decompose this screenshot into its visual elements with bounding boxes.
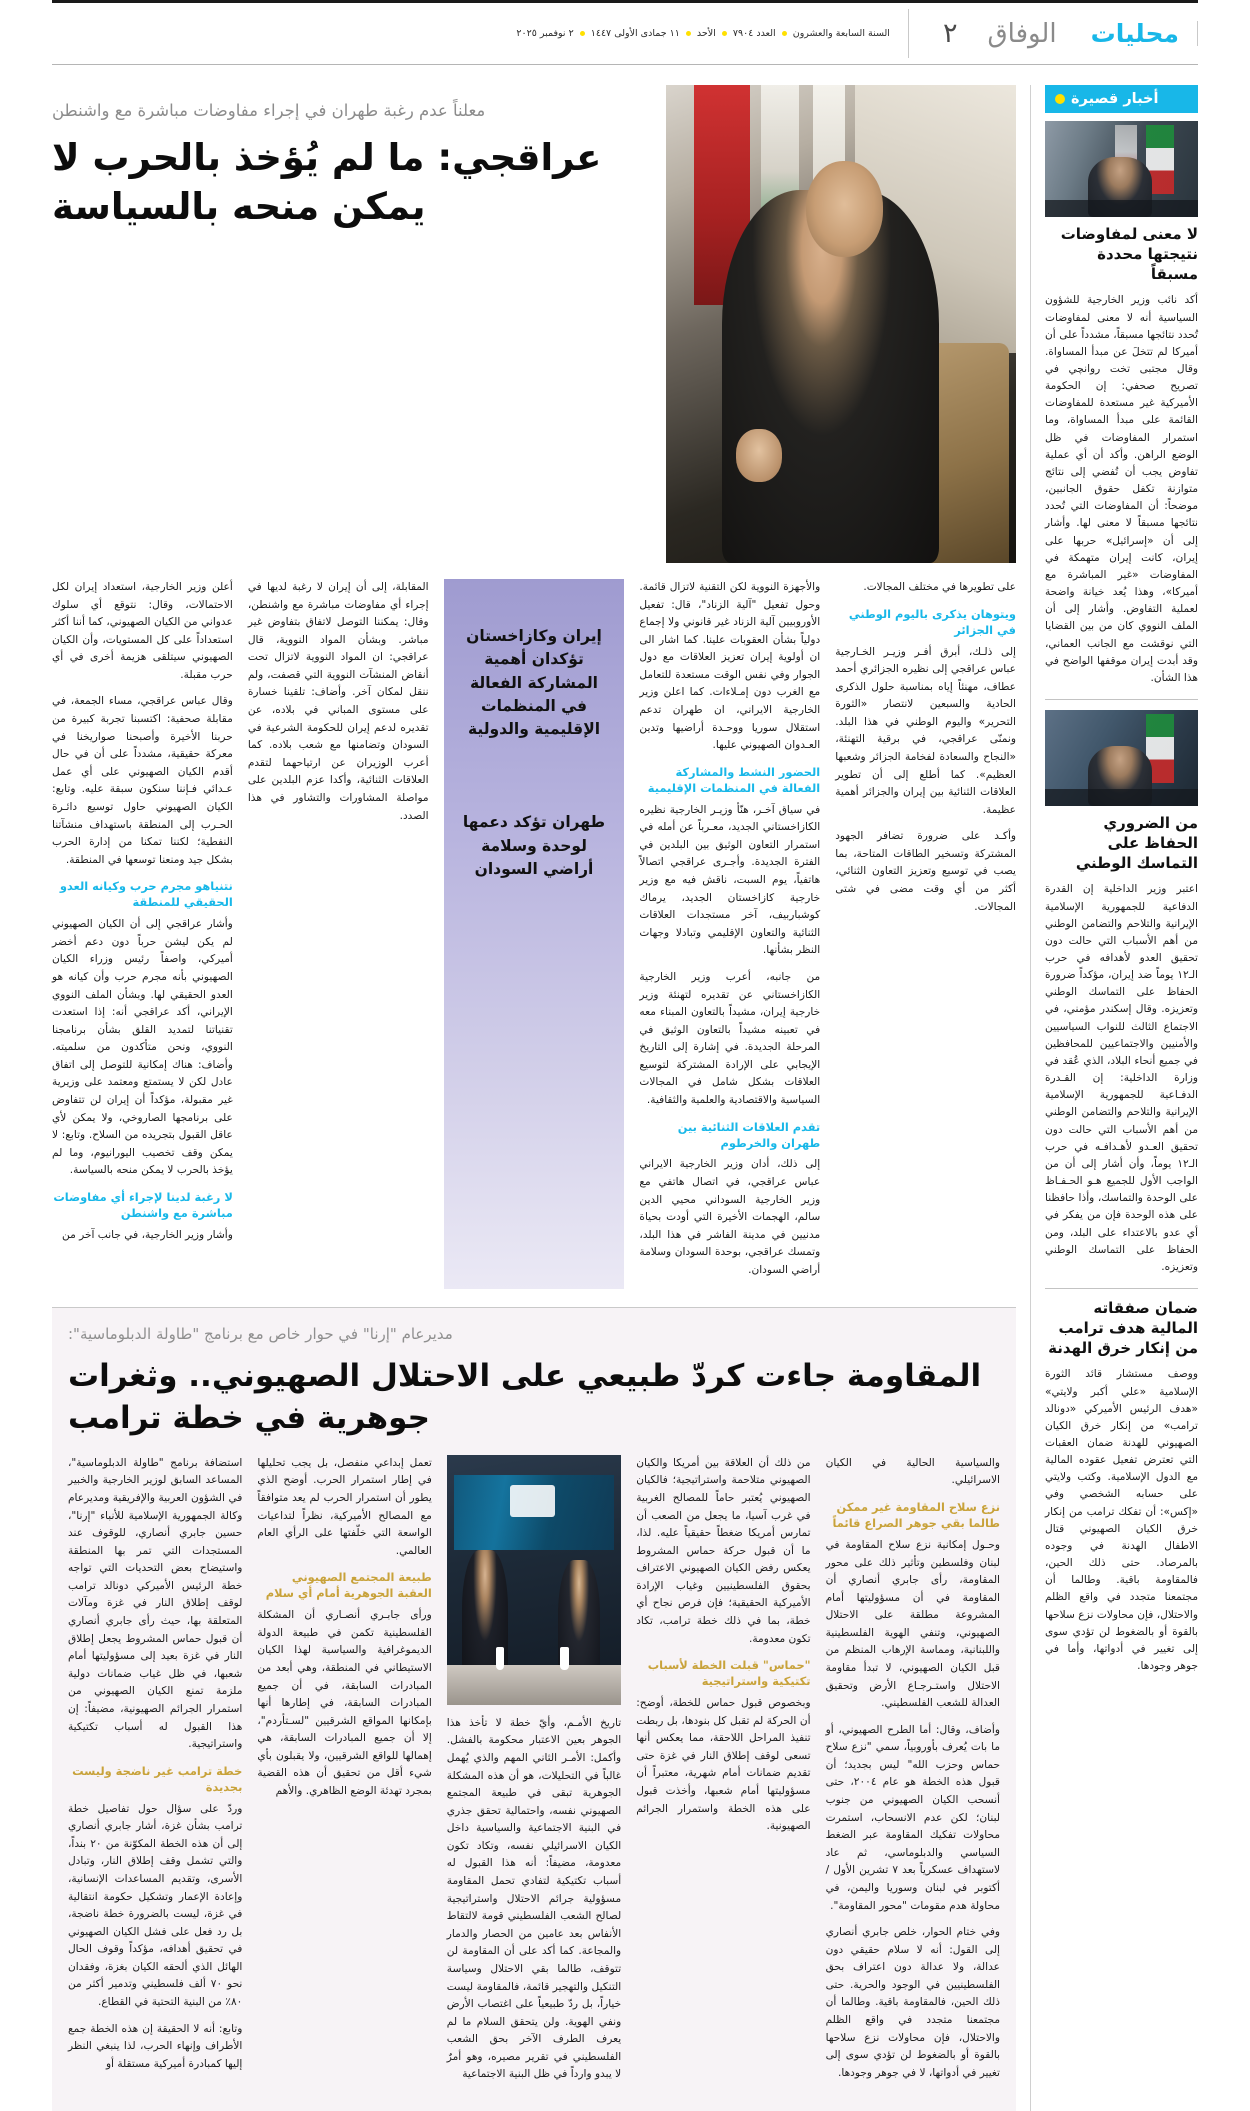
- paragraph: وقال عباس عراقجي، مساء الجمعة، في مقابلة صحفية: اكتسبنا تجربة كبيرة من حربنا الأخيرة وأصبحنا صواريخنا في معركة حقيقية، مشدداً على أن في حال أقدم الكيان الصهيوني على أي عمل عـدائي فـإننا سنكون سبقة عليه. وتابع: الكيان الصهيوني حاول توسيع دائـرة الحـرب إلى المنطقة باستهداف منشآتنا النفطية؛ لكننا تمكنا من إدارة الحرب بشكل جيد ومنعنا توسعها في المنطقة.: [52, 695, 233, 866]
- article1-col3-text: [835, 579, 1016, 916]
- sidebar-header: [1045, 85, 1198, 113]
- sidebar-item-title: لا معنى لمفاوضات نتيجتها محددة مسبقاً: [1060, 225, 1198, 283]
- issue-part-4: ٢ نوفمبر ٢٠٢٥: [516, 28, 574, 39]
- paragraph: وبخصوص قبول حماس للخطة، أوضح: أن الحركة لم تقبل كل بنودها، بل ربطت تنفيذ المراحل اللاحقة، مما يعكس أنها تسعى لوقف إطلاق النار في غزة حتى تقديم ضمانات أمام شهرية، معتبراً أن مسؤوليتها أمام شعبها، وأخذت قبول على هذه الخطة واستمرار الجرائم الصهيونية.: [636, 1697, 811, 1833]
- article2-col-2: [257, 1455, 431, 2093]
- paragraph: في سياق آخـر، هنّأ وزيـر الخارجية نظيره الكازاخستاني الجديد، معـرباً عن أمله في استمرار التعاون الوثيق بين البلدين في الفترة الجديدة. وأجـرى عراقجي اتصالاً هاتفياً، يوم السبت، ناقش فيه مع وزير خارجية كازاخستان الجديد، يرماك كوشباربيف، آخر مستجدات العلاقات الثنائية والتعاون الإقليمي وتبادلا وجهات النظر بشأنها.: [639, 803, 821, 957]
- article1-pullquote-col: [444, 579, 625, 1289]
- sidebar-header-label: أخبار قصيرة: [1071, 91, 1159, 107]
- article1-columns: [52, 579, 1016, 1289]
- article2-subhead: خطة ترامب غير ناضجة وليست بجديدة: [72, 1763, 243, 1794]
- article-irna-interview: [52, 1307, 1016, 2111]
- sidebar-item-title: ضمان صفقاته المالية هدف ترامب من إنكار خرق الهدنة: [1048, 1298, 1198, 1357]
- article1-col2-text: [639, 579, 820, 1280]
- article2-col-3: [447, 1455, 621, 2093]
- table-decoration: [447, 1665, 621, 1705]
- article1-photo: [666, 85, 1016, 563]
- paragraph: إلى ذلـك، أبرق أفـر وزيـر الخـارجية عباس عراقجي إلى نظيره الجزائري أحمد عطاف، مهنئاً إياه بمناسبة حلول الذكرى الحادية والسبعين لانتصار «الثورة التحرير» واليوم الوطني في هذا البلد. ونمنّى عراقجي، في برقية التهنئة، «النجاح والسعادة لفخامة الجزائر وشعبها العظيم». كما أطلع إلى أن تطوير العلاقات الثنائية بين إيران والجزائر أهمية عظيمة.: [835, 645, 1016, 816]
- article1-col1-text: [52, 579, 233, 1244]
- paragraph: وتابع: أنه لا الحقيقة إن هذه الخطة جمع الأطراف وإنهاء الحرب، لذا ينبغي النظر إليها كمبادرة أميركية مستقلة أو: [67, 2022, 243, 2070]
- hand-decoration: [736, 429, 782, 482]
- masthead-rule: [52, 64, 1198, 65]
- paragraph: وأكـد على ضرورة تضافر الجهود المشتركة وتسخير الطاقات المتاحة، بما يصب في توسيع وتعزيز التعاون الثنائي، أكثر من أي وقت مضى في شتى المجالات.: [835, 830, 1016, 913]
- article2-photo: [447, 1455, 621, 1705]
- sidebar-item-title: من الضروري الحفاظ على التماسك الوطني: [1075, 813, 1198, 872]
- paragraph: وأضاف، وقال: أما الطرح الصهيوني، أو ما بات يُعرف بأوروبياً، سمي "نزع سلاح حماس وحزب الله" ليس بجديد؛ أن قبول هذه الخطة هو عام ٢٠٠٤، حتى أنسحب الكيان الصهيوني من جنوب لبنان؛ لكن عدم الانسحاب، استمرت محاولات تفكيك المقاومة عبر الضغط السياسي والدبلوماسي، ثم عاد لاستهداف عسكرياً بعد ٧ تشرين الأول / أكتوبر في لبنان وسوريا واليمن، في محاولة هدم مقومات "محور المقاومة".: [825, 1723, 1000, 1912]
- article1-headline: عراقجي: ما لم يُؤخذ بالحرب لا يمكن منحه بالسياسة: [52, 136, 602, 228]
- paragraph: وفي ختام الحوار، خلص جابري أنصاري إلى القول: أنه لا سلام حقيقي دون عدالة، ولا عدالة دون اعتراف بحق الفلسطينيين في الوجود والحرية. حتى ذلك الحين، فالمقاومة باقية. وطالما أن مجتمعنا متجدد في واقع الظلم والاحتلال، فإن محاولات نزع سلاحها بالقوة أو بالضغوط لن تؤدي سوى إلى تغيير في أدواتها، لا في جوهر وجودها.: [825, 1926, 1000, 2079]
- masthead: [52, 0, 1198, 58]
- issue-part-0: السنة السابعة والعشرون: [792, 28, 890, 39]
- article2-col5-text: [826, 1455, 1000, 2082]
- short-news-sidebar: [1030, 85, 1198, 2111]
- paragraph: إلى ذلك، أدان وزير الخارجية الايراني عباس عراقجي، في اتصال هاتفي مع وزير الخارجية السوداني محيي الدين سالم، الهجمات الأخيرة التي أودت بحياة مدنيين في مدينة الفاشر في هذا البلد، وتمسك عراقجي، بوحدة السودان وسلامة أراضي السودان.: [639, 1158, 821, 1276]
- page-number: ٢: [942, 18, 958, 49]
- article2-headline: المقاومة جاءت كردّ طبيعي على الاحتلال الصهيوني.. وثغرات جوهرية في خطة ترامب: [68, 1357, 982, 1436]
- article1-subhead: تقدم العلاقات الثنائية بين طهران والخرطوم: [677, 1119, 821, 1150]
- issue-part-2: الأحد: [696, 28, 716, 39]
- article1-subhead: لا رغبة لدينا لإجراء أي مفاوضات مباشرة مع واشنطن: [53, 1189, 233, 1220]
- article2-col4-text: [636, 1455, 810, 1836]
- paragraph: تاريخ الأمـم، وأيّ خطة لا تأخذ هذا الجوهر بعين الاعتبار محكومة بالفشل. وأكمل: الأمـر الثاني المهم والذي يُهمل غالباً في التحليلات، هو أن هذه المشكلة الجوهرية تبقى في طبيعة المجتمع الصهيوني نفسه، واحتمالية تحقق جذري في البنية الاجتماعية والسياسية داخل الكيان الاسرائيلي نفسه، وتكاد تكون معدومة، مضيفاً: أنه هذا القبول له أسباب تكتيكية لتفادي تحمل المقاومة مسؤولية جرائم الاحتلال واستراتيجية لصالح الشعب الفلسطيني قومة لالتقاط الأنفاس بعد عامين من الحصار والدمار والمجاعة. كما أكد على أن المقاومة لن تتوقف، طالما بقي الاحتلال وسياسة التنكيل والتهجير قائمة، فالمقاومة ليست خياراً، بل ردّ طبيعياً على اغتصاب الأرض ونفي الهوية. ولن يتحقق السلام ما لم يعرف الطرف الآخر بحق الشعب الفلسطيني في تقرير مصيره، وهو أمرٌ لا يبدو وارداً في ظل البنية الاجتماعية: [446, 1716, 622, 2081]
- main-column: [52, 85, 1030, 2111]
- pullquote-line-2: طهران تؤكد دعمها لوحدة وسلامة أراضي السودان: [462, 813, 606, 878]
- face-decoration: [806, 161, 883, 257]
- separator-dot-icon: [580, 31, 585, 36]
- masthead-left: [52, 9, 909, 58]
- article1-col-3: [835, 579, 1016, 1289]
- article2-col-1: [68, 1455, 242, 2093]
- issue-line: [516, 28, 890, 39]
- article2-col3-text: [447, 1715, 621, 2084]
- program-logo: [510, 1485, 555, 1518]
- brand-title: الوفاق: [987, 18, 1057, 49]
- article1-col4-text: [248, 579, 429, 825]
- article1-pullquote-box: [444, 579, 625, 1289]
- article1-headline-block: [52, 85, 652, 563]
- article1-top: [52, 85, 1016, 563]
- separator-dot-icon: [782, 31, 787, 36]
- page-content: [52, 85, 1198, 2111]
- separator-dot-icon: [686, 31, 691, 36]
- paragraph: وأشار عراقجي إلى أن الكيان الصهيوني لم يكن ليشن حرباً دون دعم أخضر أميركي، واصفاً رئيس وزراء الكيان الصهيوني بأنه مجرم حرب وأن كيانه هو العدو الحقيقي لها. وبشأن الملف النووي الإيراني، أكد عراقجي أنه: إذا استعدت تقنياتنا لتمديد القلق بشأن برنامجنا النووي، ونحن متأكدون من سلميته. وأضاف: هناك إمكانية للتوصل إلى اتفاق عادل لكن لا يستمتع ومعتمد على وزيرية غير مقبولة، مؤكداً أن إيران لن تتفاوض على برنامجها الصاروخي، ولا يمكن لأي عاقل القبول بتجريده من السلاح. وتابع: لا يمكن وقف تخصيب اليورانيوم، وما لم يؤخذ بالحرب لا يمكن منحه بالسياسة.: [52, 918, 233, 1177]
- paragraph: استضافة برنامج "طاولة الدبلوماسية"، المساعد السابق لوزير الخارجية والخبير في الشؤون العربية والإفريقية ومديرعام وكالة الجمهورية الإسلامية للأنباء "إرنا"، حسين جابري أنصاري، للوقوف عند المستجدات التي تمر بها المنطقة واستيضاح بعض التحديات التي تواجه خطة الرئيس الأميركي دونالد ترامب لوقف إطلاق النار في غزة ومآلات المتعلقة بها، حيث رأى جابري أنصاري أن قبول حماس المشروط يجعل إطلاق النار في غزة بعيد إلى مسؤوليتها أمام شعبها، في ظل غياب ضمانات دولية ملزمة تمنع الكيان الصهيوني من استمرار الجرائم الصهيونية، مضيفاً: إن هذا القبول له أسباب تكتيكية واستراتيجية.: [67, 1456, 243, 1751]
- sidebar-photo-0: [1045, 121, 1198, 217]
- paragraph: تعمل إبداعي منفصل، بل يجب تحليلها في إطار استمرار الحرب. أوضح الذي يطور أن استمرار الحرب لم يعد متوافقاً مع المصالح الأميركية، نظراً لتداعيات الواسعة التي خلّفتها على الرأي العام العالمي.: [257, 1456, 432, 1557]
- paragraph: ورأى جابـري أنصـاري أن المشكلة الفلسطينية تكمن في طبيعة الدولة الديموغرافية والسياسية لهذا الكيان الاستيطاني في المنطقة، وهي أبعد من المبادرات السابقة، في أن جميع المبادرات السابقة، في إطارها أنها بإمكانها المواقع الشرقيين "لسـتأردم"، إلا أن جميع المبادرات السابقة، هي إهمالها للواقع الشرقيين، ولا يقبلون بأي شيء أقل من تحقيق أن هذه القضية بمجرد تهدئة الوضع الظاهري. والأهم: [257, 1609, 432, 1798]
- article1-subhead: ويتوهان يذكرى باليوم الوطني في الجزائر: [848, 606, 1016, 637]
- article2-columns: [68, 1455, 1000, 2093]
- article2-col-5: [826, 1455, 1000, 2093]
- desk-decoration: [1045, 789, 1198, 806]
- article1-subhead: الحضور النشط والمشاركة الفعالة في المنظمات الإقليمية: [647, 764, 821, 795]
- paragraph: والسياسية الحالية في الكيان الاسرائيلي.: [825, 1456, 1000, 1487]
- sidebar-photo-1: [1045, 710, 1198, 806]
- cup-decoration: [560, 1647, 569, 1670]
- paragraph: المقابلة، إلى أن إيران لا رغبة لديها في إجراء أي مفاوضات مباشرة مع واشنطن، وقال: يمكننا التوصل لاتفاق بتفاوض غير مباشر. وبشأن المواد النووية، قال عراقجي: ان المواد النووية لاتزال تحت أنقاض المنشآت النووية التي قصفت، ولم ننقل لمكان آخر. وأضاف: تلقينا خسارة على مستوى المباني في بلاده، عن تقديره لدعم إيران للحكومة الشرعية في السودان وتضامنها مع شعب بلاده. كما أعرب الوزيران عن ارتياحهما لتقدم العلاقات الثنائية، وأكدا عزم البلدين على مواصلة المشاورات والتشاور في هذا الصدد.: [247, 581, 429, 822]
- issue-part-1: العدد ٧٩٠٤: [732, 28, 776, 39]
- paragraph: وردّ على سؤال حول تفاصيل خطة ترامب بشأن غزة، أشار جابري أنصاري إلى أن هذه الخطة المكوّنة من ٢٠ بنداً، والتي تشمل وقف إطلاق النار، وتبادل الأسرى، وتقديم المساعدات الإنسانية، وإعادة الإعمار وتشكيل حكومة انتقالية في غزة، ليست بالضرورة خطة ناضجة، بل رد فعل على فشل الكيان الصهيوني في تحقيق أهدافه، مؤكداً وقوف الحال الهائل الذي ألحقه الكيان بغزة، وفقدان نحو ٧٠ ألف فلسطيني وتدمير أكثر من ٨٠٪ من البنية التحتية في القطاع.: [67, 1802, 243, 2008]
- paragraph: من ذلك أن العلاقة بين أمريكا والكيان الصهيوني متلاحمة واستراتيجية؛ فالكيان الصهيوني يُعتبر حاماً للمصالح الغربية في غرب آسيا، ما يجعل من الصعب أن تمارس أمريكا ضغطاً حقيقياً عليه. لذا، ما أن قبول حركة حماس المشروط يعكس رفض الكيان الصهيوني الاعتراف بحقوق الفلسطينيين وغياب الإرادة الأميركية الحقيقية؛ فإن فرص نجاح أي خطة، بما في ذلك خطة ترامب، تكاد تكون معدومة.: [636, 1456, 811, 1645]
- cup-decoration: [496, 1647, 505, 1670]
- article2-col1-text: [68, 1455, 242, 2073]
- masthead-right: [909, 9, 1198, 58]
- paragraph: والأجهزة النووية لكن التقنية لاتزال قائمة. وحول تفعيل "آلية الزناد"، قال: تفعيل الأوروبيين آلية الزناد غير قانوني ولا إجماع دولياً بشأن العقوبات علينا. كما اشار الى ان أولوية إيران تعزيز العلاقات مع دول الجوار وفي نفس الوقت مستعدة للتعامل مع الغرب دون إمـلاءات. كما اعلن وزير الخارجية الايراني، ان طهران تدعم استقلال سوريا ووحـدة أراضيها وتدين العـدوان الصهيوني عليها.: [639, 581, 821, 752]
- pullquote-line-1: إيران وكازاخستان تؤكدان أهمية المشاركة الفعالة في المنظمات الإقليمية والدولية: [466, 627, 602, 738]
- article2-kicker: مديرعام "إرنا" في حوار خاص مع برنامج "طاولة الدبلوماسية":: [68, 1324, 453, 1343]
- paragraph: من جانبه، أعرب وزير الخارجية الكازاخستاني عن تقديره لتهنئة وزير خارجية إيران، مشيداً بالتعاون المبناء معه في تعبينه مشيداً بالتعاون الوثيق في المرحلة الجديدة. في إشارة إلى التاريخ الإيجابي على الإرادة المشتركة لتوسيع العلاقات بشكل شامل في المجالات السياسية والاقتصادية والعلمية والثقافية.: [639, 970, 821, 1106]
- article2-col-4: [636, 1455, 810, 2093]
- paragraph: أعلن وزير الخارجية، استعداد إيران لكل الاحتمالات، وقال: نتوقع أي سلوك عدواني من الكيان الصهيوني، كما أننا أكثر استعداداً على كل المستويات، وأن الكيان الصهيوني سيتلقى هزيمة أخرى في أي حرب مقبلة.: [52, 581, 233, 681]
- article2-subhead: "حماس" قبلت الخطة لأسباب تكتيكية واستراتيجية: [647, 1658, 811, 1689]
- article1-col-2: [639, 579, 820, 1289]
- article1-kicker: معلناً عدم رغبة طهران في إجراء مفاوضات مباشرة مع واشنطن: [52, 101, 486, 120]
- section-title: محليات: [1073, 21, 1198, 46]
- bullet-dot-icon: [1055, 94, 1065, 104]
- article2-col2-text: [257, 1455, 431, 1801]
- article1-col-4: [248, 579, 429, 1289]
- paragraph: وأشار وزير الخارجية، في جانب آخر من: [62, 1228, 233, 1241]
- article2-subhead: طبيعة المجتمع الصهيوني العقبة الجوهرية أمام أي سلام: [265, 1570, 432, 1601]
- article1-subhead: نتنياهو مجرم حرب وكيانه العدو الحقيقي للمنطقة: [59, 879, 233, 910]
- separator-dot-icon: [722, 31, 727, 36]
- paragraph: على تطويرها في مختلف المجالات.: [863, 581, 1016, 593]
- issue-part-3: ١١ جمادى الأولى ١٤٤٧: [590, 28, 680, 39]
- sidebar-item-1[interactable]: [1045, 710, 1198, 1276]
- sidebar-item-body: اعتبر وزير الداخلية إن القدرة الدفاعية للجمهورية الإسلامية الإيرانية والتلاحم والتضامن الوطني من أهم الأسباب التي حالت دون تحقيق العدو لأهدافه في حرب الـ١٢ يوماً ضد إيران، مؤكداً ضرورة الحفاظ على التماسك الوطني وتعزيزه. وقال إسكندر مؤمني، في الاجتماع الثالث للنواب السياسيين والأمنيين والاجتماعيين للمحافظين في جميع أنحاء البلاد، الذي عُقد في وزارة الداخلية: إن القـدرة الدفـاعية للجمهورية الإسلامية الإيرانية والتلاحم والتضامن الوطني من أهم الأسباب التي حالت دون تحقيق العـدو لأهـدافـه في حرب الـ١٢ يوماً، وأن أشار إلى أن من الواجب الأول للجميع هـو الحـفـاظ على الوحدة والتماسك، وأذا حافظنا على هذه الوحدة فإن من يفكر في أي عدو بالاعتداء على البلد، ومن الحفاظ على التماسك الوطني وتعزيزه.: [1045, 883, 1198, 1273]
- article-oraqchi: [52, 85, 1016, 1289]
- sidebar-item-body: ووصف مستشار قائد الثورة الإسلامية «علي أكبر ولايتي» «هدف الرئيس الأميركي «دونالد ترامب» من إنكار خرق الكيان الصهيوني للهدنة ضمان العقبات التي تعترض تفعيل عقوده المالية مع الدول الإسلامية. وكتب ولايتي على حسابه الشخصي وفي «إكس»: أن تفكك ترامب من إنكار خرق الكيان الصهيوني قتال الاطفال الهدنة في وجوده بالمرصاد. حتى ذلك الحين، فالمقاومة باقية. وطالما أن مجتمعنا متجدد في واقع الظلم والاحتلال، فإن محاولات نزع سلاحها بالقوة أو بالضغوط لن تؤدي سوى إلى تغيير في أدواتها، وأما في جوهر وجودها.: [1045, 1368, 1198, 1673]
- article2-subhead: نزع سلاح المقاومة غير ممكن طالما بقي جوهر الصراع قائماً: [832, 1500, 1000, 1530]
- sidebar-divider: [1045, 699, 1198, 700]
- article1-col-1: [52, 579, 233, 1289]
- sidebar-item-2[interactable]: [1045, 1299, 1198, 1675]
- sidebar-item-0[interactable]: [1045, 121, 1198, 687]
- sidebar-divider: [1045, 1288, 1198, 1289]
- sidebar-item-body: أكد نائب وزير الخارجية للشؤون السياسية أنه لا معنى لمفاوضات تُحدد نتائجها مسبقاً، مشدداً على أن أميركا لم تتخلَ عن مبدأ المساواة. وقال مجتبى تخت روانچي في تصريح صحفي: إن الحكومة الأميركية غير مستعدة للمفاوضات القائمة على مبدأ المساواة، وما استمرار المفاوضات في ظل الوضع الراهن. وأكد أن أي عملية تفاوض يجب أن تُفضي إلى نتائج متوازنة تكفل حقوق الجانبين، موضحاً: أن المفاوضات التي تُحدد نتائجها مسبقاً لا معنى لها. وأشار إلى أن «إسرائيل» حربها على إيران، كانت إيران متهمكة في المفاوضات «غير المباشرة مع أميركا»، وهذا يُعد خيانة واضحة لعملية التفاوض. وأشار إلى أن الملف النووي كان من بين القضايا التي نوقشت مع الجانب العماني، وقد أبدت إيران موقفها الواضح في هذا الشأن.: [1045, 294, 1198, 684]
- paragraph: وحـول إمكانية نزع سلاح المقاومة في لبنان وفلسطين وتأثير ذلك على محور المقاومة، رأى جابري أنصاري أن المقاومة في أن مسؤوليتها أمام المشروعة مطلقة على الاحتلال الصهيوني، وتنفي الهوية الفلسطينية واللبنانية، ومماسة الإرهاب المنظم من قبل الكيان الصهيوني، لا تبدأ مقاومة الاحتلال واستـرجـاع الأرض وتحقيق العدالة للشعب الفلسطيني.: [825, 1538, 1000, 1710]
- desk-decoration: [1045, 200, 1198, 217]
